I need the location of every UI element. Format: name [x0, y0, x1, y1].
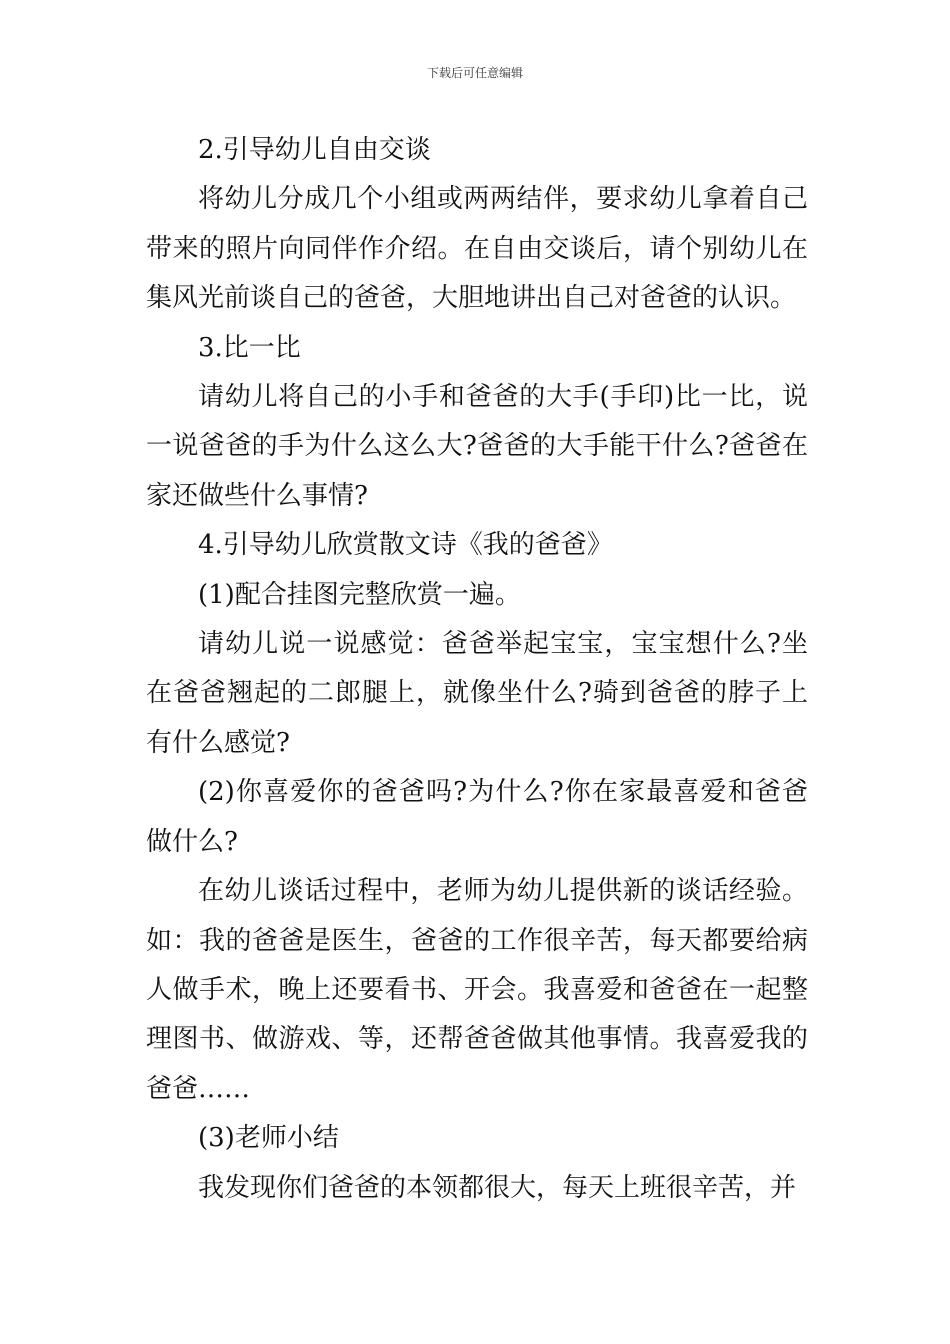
document-body	[146, 126, 808, 1213]
paragraph-teacher-example: 在幼儿谈话过程中，老师为幼儿提供新的谈话经验。如：我的爸爸是医生，爸爸的工作很辛苦，每天都要给病人做手术，晚上还要看书、开会。我喜爱和爸爸在一起整理图书、做游戏、等，还帮爸爸做其他事情。我喜爱我的爸爸……	[146, 876, 808, 1104]
step-3-heading: (3)老师小结	[198, 1123, 339, 1154]
section-heading-compare: 3.比一比	[198, 332, 301, 363]
section-heading-free-talk: 2.引导幼儿自由交谈	[198, 135, 431, 165]
step-2-heading: (2)你喜爱你的爸爸吗?为什么?你在家最喜爱和爸爸做什么?	[146, 777, 808, 857]
paragraph-summary: 我发现你们爸爸的本领都很大，每天上班很辛苦，并	[198, 1172, 797, 1203]
paragraph-feelings: 请幼儿说一说感觉：爸爸举起宝宝，宝宝想什么?坐在爸爸翘起的二郎腿上，就像坐什么?骑到爸爸的脖子上有什么感觉?	[146, 629, 808, 758]
section-heading-poem: 4.引导幼儿欣赏散文诗《我的爸爸》	[198, 530, 613, 561]
paragraph-group-talk: 将幼儿分成几个小组或两两结伴，要求幼儿拿着自己带来的照片向同伴作介绍。在自由交谈后，请个别幼儿在集风光前谈自己的爸爸，大胆地讲出自己对爸爸的认识。	[146, 184, 808, 314]
page-header: 下载后可任意编辑	[426, 66, 523, 80]
step-1-heading: (1)配合挂图完整欣赏一遍。	[198, 579, 521, 610]
paragraph-compare-hands: 请幼儿将自己的小手和爸爸的大手(手印)比一比，说一说爸爸的手为什么这么大?爸爸的大手能干什么?爸爸在家还做些什么事情?	[146, 382, 808, 511]
